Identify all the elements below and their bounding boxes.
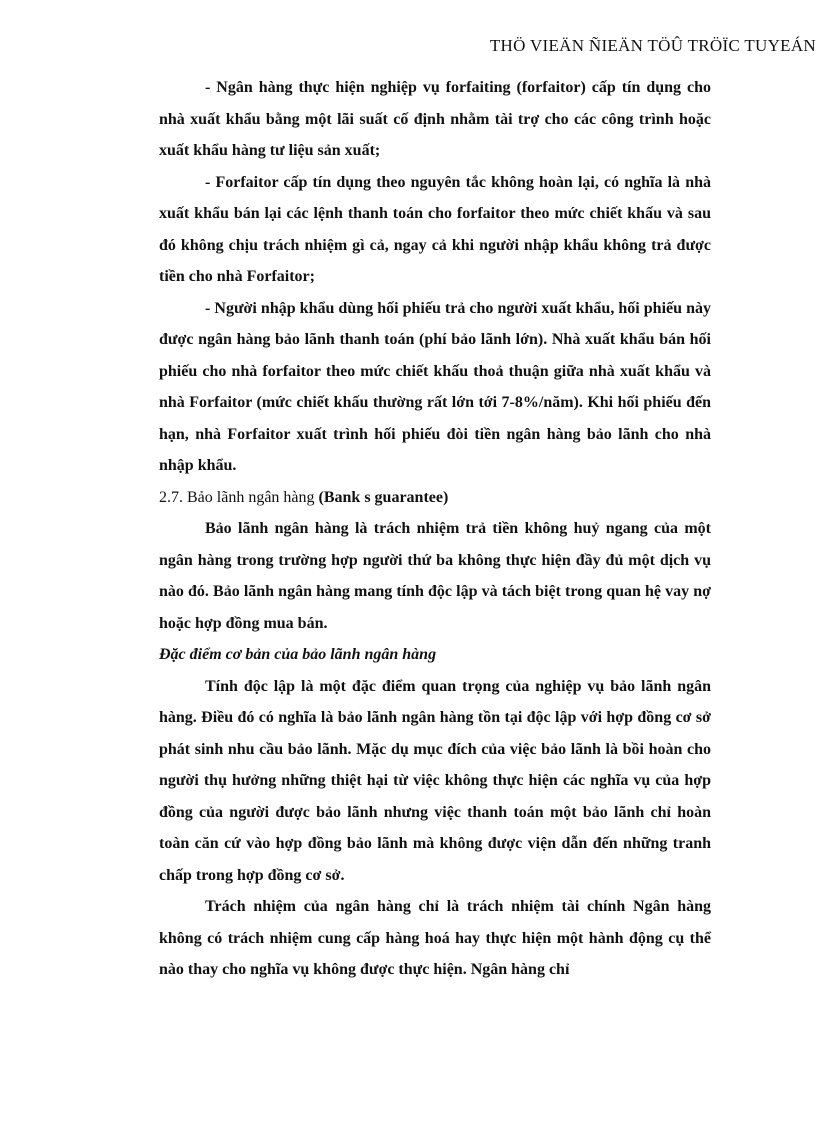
- paragraph-financial-responsibility: Trách nhiệm của ngân hàng chỉ là trách nhiệm tài chính Ngân hàng không có trách nhiệm cung cấp hàng hoá hay thực hiện một hành động cụ thể nào thay cho nghĩa vụ không được thực hiện. Ngân hàng chỉ: [159, 898, 711, 978]
- subheading-guarantee-features: Đặc điểm cơ bản của bảo lãnh ngân hàng: [159, 646, 437, 663]
- paragraph-independence: Tính độc lập là một đặc điểm quan trọng của nghiệp vụ bảo lãnh ngân hàng. Điều đó có nghĩa là bảo lãnh ngân hàng tồn tại độc lập với hợp đồng cơ sở phát sinh nhu cầu bảo lãnh. Mặc dụ mục đích của việc bảo lãnh là bồi hoàn cho người thụ hưởng những thiệt hại từ việc không thực hiện các nghĩa vụ của hợp đồng của người được bảo lãnh nhưng việc thanh toán một bảo lãnh chỉ hoàn toàn căn cứ vào hợp đồng bảo lãnh mà không được viện dẫn đến những tranh chấp trong hợp đồng cơ sở.: [159, 677, 711, 884]
- page-header: THÖ VIEÄN ÑIEÄN TÖÛ TRÖÏC TUYEÁN: [489, 36, 816, 55]
- paragraph-forfaiting-credit: - Ngân hàng thực hiện nghiệp vụ forfaiting (forfaitor) cấp tín dụng cho nhà xuất khẩu bằng một lãi suất cố định nhằm tài trợ cho các công trình hoặc xuất khẩu hàng tư liệu sản xuất;: [159, 79, 711, 159]
- paragraph-guarantee-definition: Bảo lãnh ngân hàng là trách nhiệm trả tiền không huỷ ngang của một ngân hàng trong trường hợp người thứ ba không thực hiện đầy đủ một dịch vụ nào đó. Bảo lãnh ngân hàng mang tính độc lập và tách biệt trong quan hệ vay nợ hoặc hợp đồng mua bán.: [159, 520, 711, 632]
- section-heading-text: 2.7. Bảo lãnh ngân hàng: [159, 488, 319, 506]
- paragraph-forfaitor-non-recourse: - Forfaitor cấp tín dụng theo nguyên tắc không hoàn lại, có nghĩa là nhà xuất khẩu bán lại các lệnh thanh toán cho forfaitor theo mức chiết khấu và sau đó không chịu trách nhiệm gì cả, ngay cả khi người nhập khẩu không trả được tiền cho nhà Forfaitor;: [159, 173, 711, 285]
- section-heading-bank-guarantee: [159, 482, 711, 514]
- document-body: [159, 72, 711, 986]
- paragraph-importer-bill: - Người nhập khẩu dùng hối phiếu trả cho người xuất khẩu, hối phiếu này được ngân hàng bảo lãnh thanh toán (phí bảo lãnh lớn). Nhà xuất khẩu bán hối phiếu cho nhà forfaitor theo mức chiết khấu thoả thuận giữa nhà xuất khẩu và nhà Forfaitor (mức chiết khấu thường rất lớn tới 7-8%/năm). Khi hối phiếu đến hạn, nhà Forfaitor xuất trình hối phiếu đòi tiền ngân hàng bảo lãnh cho nhà nhập khẩu.: [159, 299, 711, 474]
- section-heading-english: (Bank s guarantee): [318, 488, 449, 506]
